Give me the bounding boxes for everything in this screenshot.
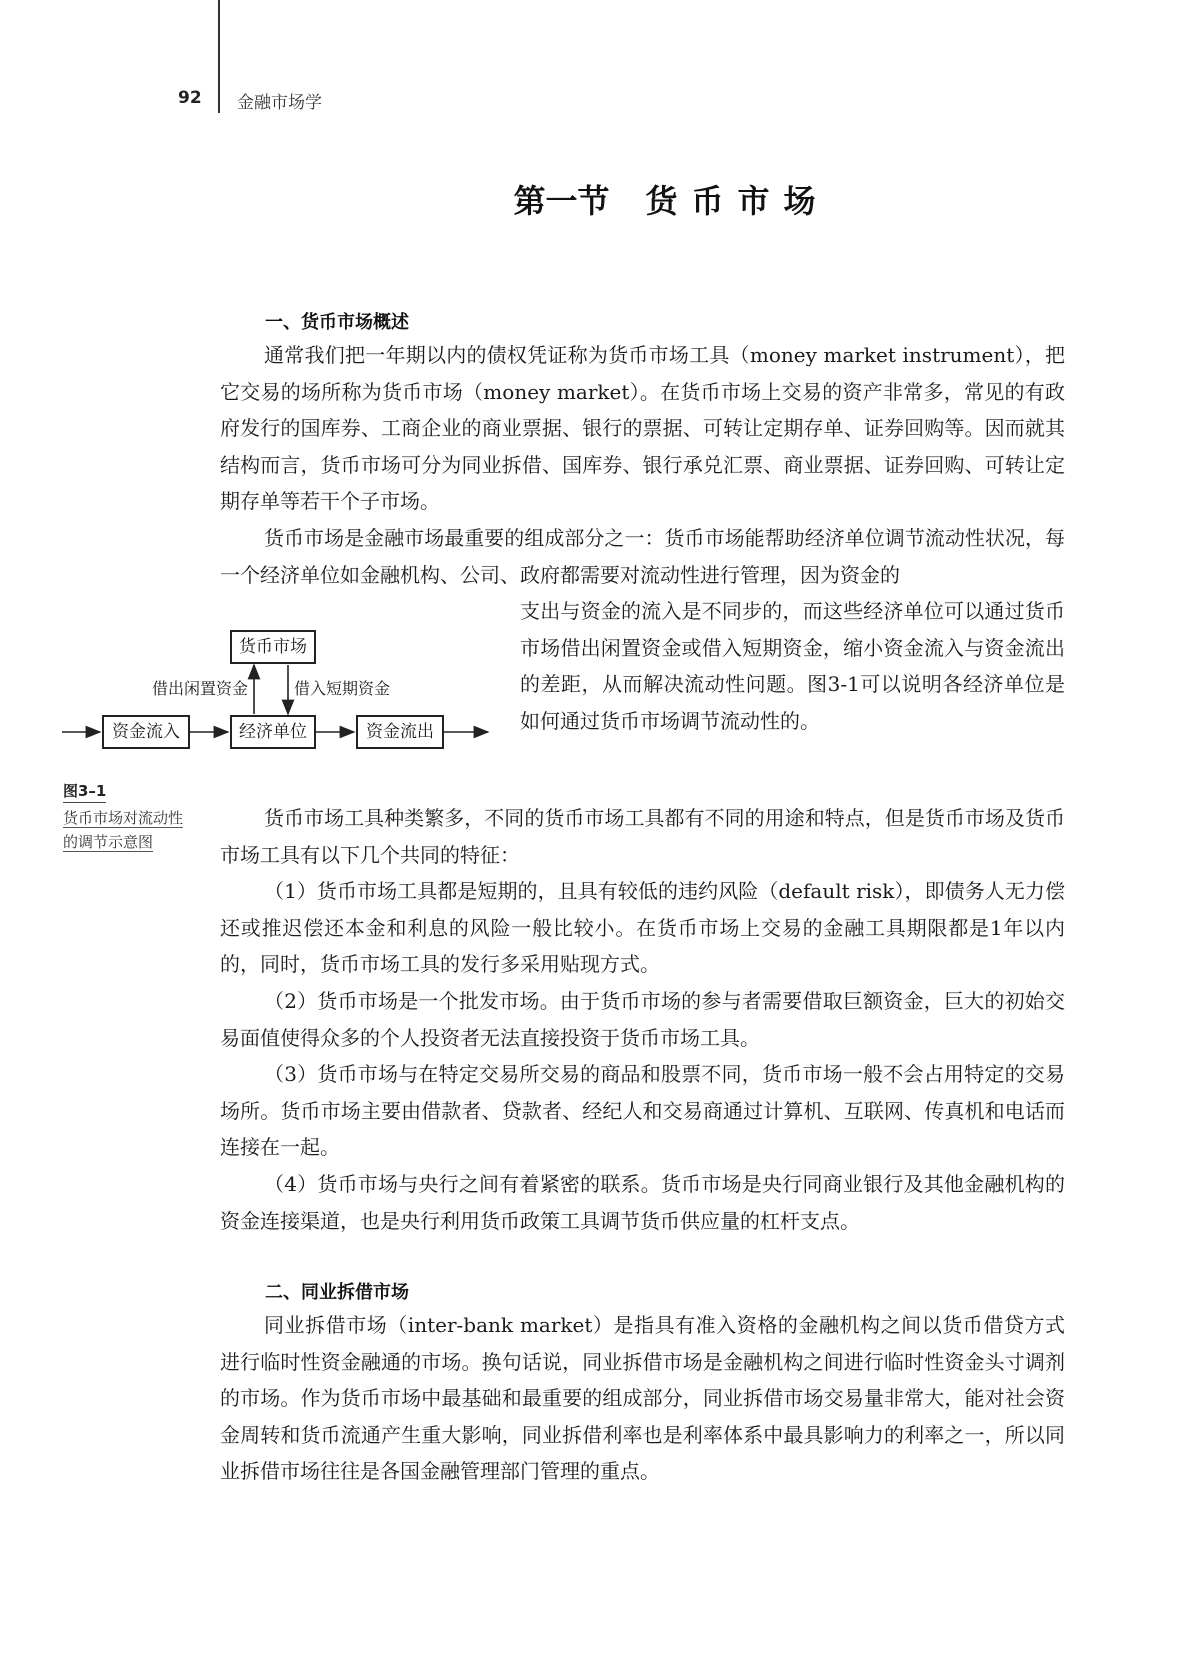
- liquidity-diagram: [60, 637, 530, 790]
- box-economic-unit: 经济单位: [230, 715, 316, 749]
- paragraph-2a: 货币市场是金融市场最重要的组成部分之一：货币市场能帮助经济单位调节流动性状况，每一个经济单位如金融机构、公司、政府都需要对流动性进行管理，因为资金的: [220, 526, 1065, 587]
- subsection-heading-1: 一、货币市场概述: [265, 312, 409, 333]
- header-rule: [218, 0, 220, 113]
- feature-item-1: （1）货币市场工具都是短期的，且具有较低的违约风险（default risk），即债务人无力偿还或推迟偿还本金和利息的风险一般比较小。在货币市场上交易的金融工具期限都是1年以内的，同时，货币市场工具的发行多采用贴现方式。: [220, 879, 1065, 976]
- feature-item-2: （2）货币市场是一个批发市场。由于货币市场的参与者需要借取巨额资金，巨大的初始交易面值使得众多的个人投资者无法直接投资于货币市场工具。: [220, 989, 1065, 1050]
- paragraph-3: 货币市场工具种类繁多，不同的货币市场工具都有不同的用途和特点，但是货币市场及货币市场工具有以下几个共同的特征：: [220, 806, 1065, 867]
- section-name: 货币市场: [645, 182, 830, 220]
- box-fund-outflow: 资金流出: [356, 715, 444, 749]
- feature-item-3: （3）货币市场与在特定交易所交易的商品和股票不同，货币市场一般不会占用特定的交易场所。货币市场主要由借款者、贷款者、经纪人和交易商通过计算机、互联网、传真机和电话而连接在一起。: [220, 1062, 1065, 1159]
- label-borrow-short-funds: 借入短期资金: [294, 679, 391, 698]
- paragraph-interbank: 同业拆借市场（inter-bank market）是指具有准入资格的金融机构之间以货币借贷方式进行临时性资金融通的市场。换句话说，同业拆借市场是金融机构之间进行临时性资金头寸调剂的市场。作为货币市场中最基础和最重要的组成部分，同业拆借市场交易量非常大，能对社会资金周转和货币流通产生重大影响，同业拆借利率也是利率体系中最具影响力的利率之一，所以同业拆借市场往往是各国金融管理部门管理的重点。: [220, 1313, 1065, 1483]
- paragraph-1: 通常我们把一年期以内的债权凭证称为货币市场工具（money market instrument），把它交易的场所称为货币市场（money market）。在货币市场上交易的资产非常多，常见的有政府发行的国库券、工商企业的商业票据、银行的票据、可转让定期存单、证券回购等。因而就其结构而言，货币市场可分为同业拆借、国库券、银行承兑汇票、商业票据、证券回购、可转让定期存单等若干个子市场。: [220, 343, 1065, 513]
- figure-number: 图3–1: [63, 780, 106, 803]
- page-number: 92: [178, 88, 202, 108]
- feature-item-4: （4）货币市场与央行之间有着紧密的联系。货币市场是央行同商业银行及其他金融机构的资金连接渠道，也是央行利用货币政策工具调节货币供应量的杠杆支点。: [220, 1172, 1065, 1233]
- section-number: 第一节: [513, 182, 610, 220]
- figure-caption-line-1: 货币市场对流动性: [63, 809, 184, 827]
- box-money-market: 货币市场: [230, 630, 316, 664]
- running-header-title: 金融市场学: [237, 93, 322, 113]
- section-title: [0, 176, 1203, 222]
- subsection-heading-2: 二、同业拆借市场: [265, 1282, 409, 1303]
- figure-caption: [63, 806, 213, 854]
- figure-caption-line-2: 的调节示意图: [63, 833, 154, 851]
- label-lend-idle-funds: 借出闲置资金: [152, 679, 249, 698]
- paragraph-2b: 支出与资金的流入是不同步的，而这些经济单位可以通过货币市场借出闲置资金或借入短期资金，缩小资金流入与资金流出的差距，从而解决流动性问题。图3-1可以说明各经济单位是如何通过货币市场调节流动性的。: [520, 599, 1065, 733]
- box-fund-inflow: 资金流入: [102, 715, 190, 749]
